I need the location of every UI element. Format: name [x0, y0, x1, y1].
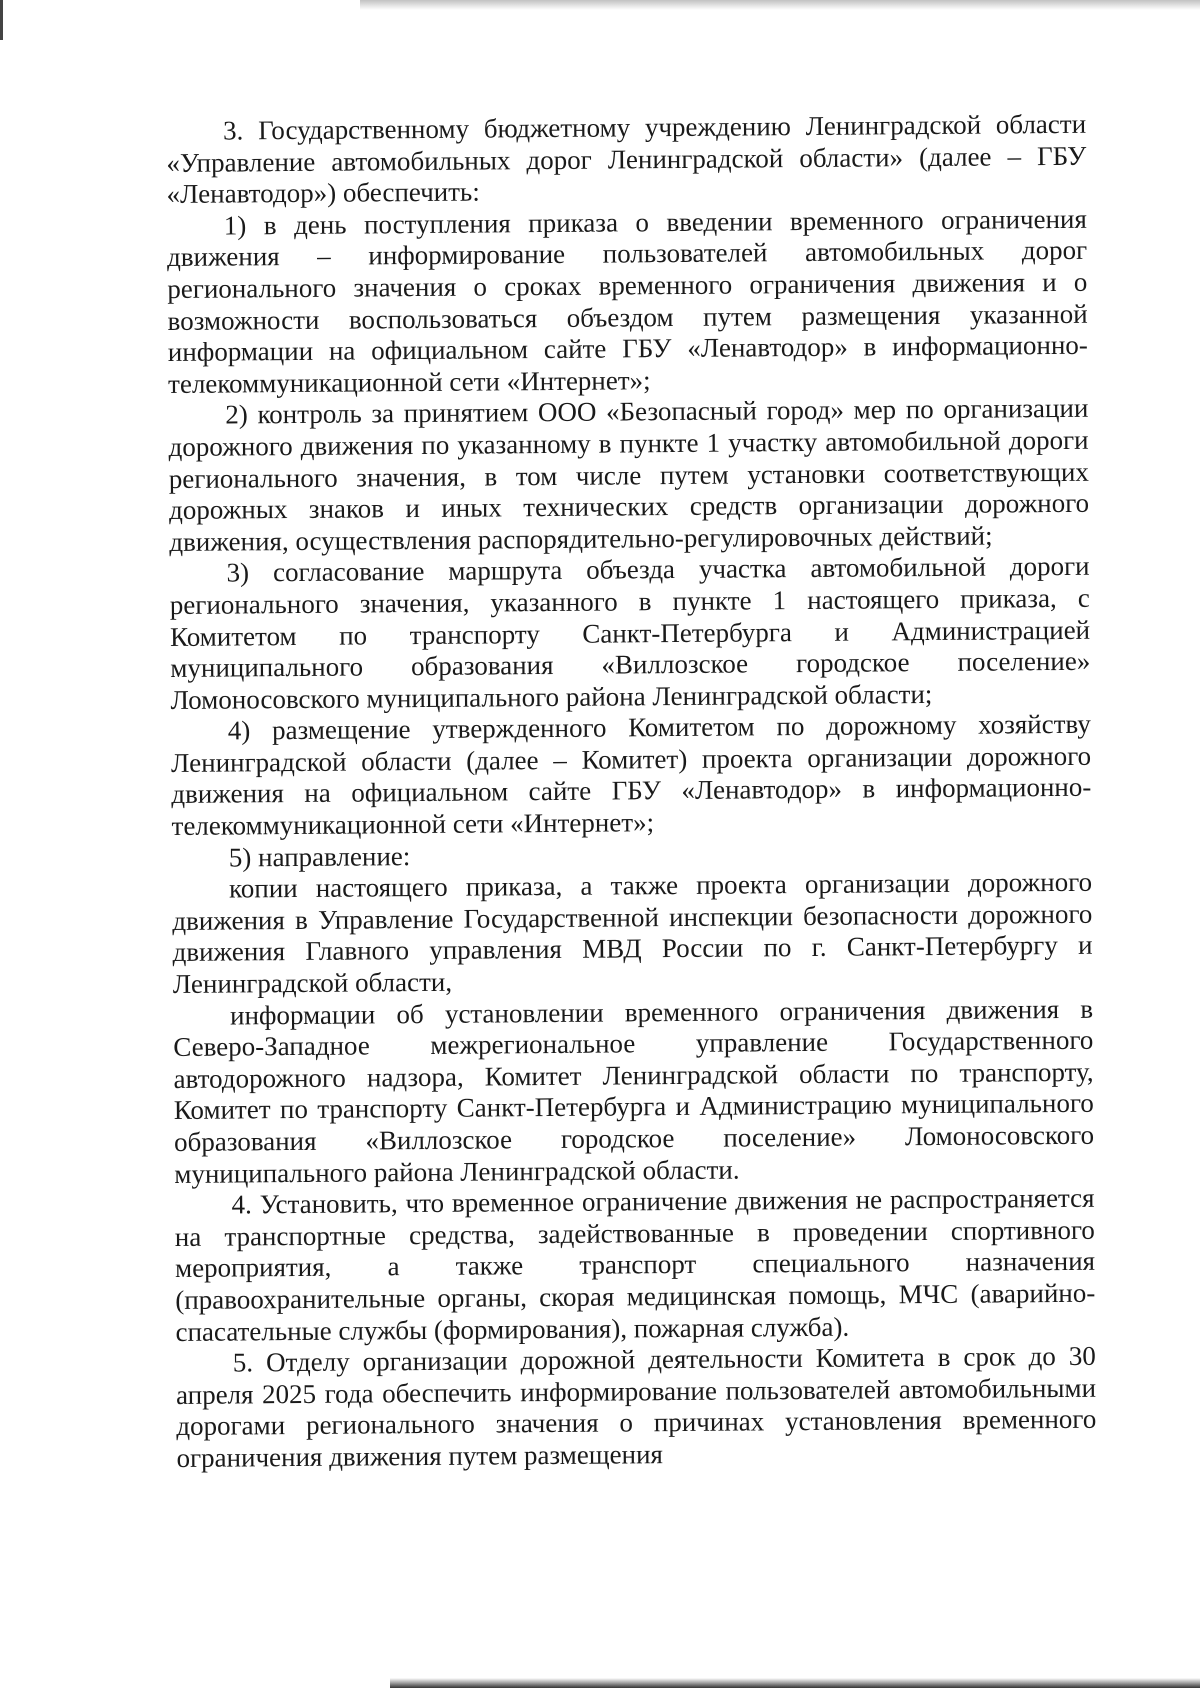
scan-shadow-top — [360, 0, 1200, 10]
paragraph-subitem-5-copies: копии настоящего приказа, а также проекта организации дорожного движения в Управление Государственной инспекции безопасности дорожного движения Главного управления МВД России по г. Санкт-Петербургу и Ленинградской области, — [172, 867, 1093, 1000]
document-body — [166, 109, 1097, 1475]
paragraph-subitem-5: 5) направление: — [228, 840, 411, 873]
paragraph-item-5: 5. Отделу организации дорожной деятельности Комитета в срок до 30 апреля 2025 года обеспечить информирование пользователей автомобильными дорогами регионального значения о причинах установления временного ограничения движения путем размещения — [175, 1340, 1097, 1473]
scan-shadow-bottom — [390, 1678, 1200, 1688]
scan-shadow-left — [0, 0, 3, 40]
paragraph-subitem-1: 1) в день поступления приказа о введении временного ограничения движения – информирование пользователей автомобильных дорог регионального значения о сроках временного ограничения движения и о возможности воспользоваться объездом путем размещения указанной информации на официальном сайте ГБУ «Ленавтодор» в информационно-телекоммуникационной сети «Интернет»; — [166, 203, 1088, 399]
paragraph-subitem-2: 2) контроль за принятием ООО «Безопасный город» мер по организации дорожного движения по указанному в пункте 1 участку автомобильной дороги регионального значения, в том числе путем установки соответствующих дорожных знаков и иных технических средств организации дорожного движения, осуществления распорядительно-регулировочных действий; — [168, 393, 1090, 557]
paragraph-subitem-5-information: информации об установлении временного ограничения движения в Северо-Западное межрегиональное управление Государственного автодорожного надзора, Комитет Ленинградской области по транспорту, Комитет по транспорту Санкт-Петербурга и Администрацию муниципального образования «Виллозское городское поселение» Ломоносовского муниципального района Ленинградской области. — [173, 993, 1095, 1189]
paragraph-item-4: 4. Установить, что временное ограничение движения не распространяется на транспортные средства, задействованные в проведении спортивного мероприятия, а также транспорт специального назначения (правоохранительные органы, скорая медицинская помощь, МЧС (аварийно-спасательные службы (формирования), пожарная служба). — [174, 1182, 1096, 1347]
paragraph-subitem-4: 4) размещение утвержденного Комитетом по дорожному хозяйству Ленинградской области (далее – Комитет) проекта организации дорожного движения на официальном сайте ГБУ «Ленавтодор» в информационно-телекоммуникационной сети «Интернет»; — [170, 709, 1092, 842]
paragraph-subitem-3: 3) согласование маршрута объезда участка автомобильной дороги регионального значения, указанного в пункте 1 настоящего приказа, с Комитетом по транспорту Санкт-Петербурга и Администрацией муниципального образования «Виллозское городское поселение» Ломоносовского муниципального района Ленинградской области; — [169, 551, 1091, 715]
paragraph-item-3: 3. Государственному бюджетному учреждению Ленинградской области «Управление автомобильных дорог Ленинградской области» (далее – ГБУ «Ленавтодор») обеспечить: — [166, 108, 1087, 210]
